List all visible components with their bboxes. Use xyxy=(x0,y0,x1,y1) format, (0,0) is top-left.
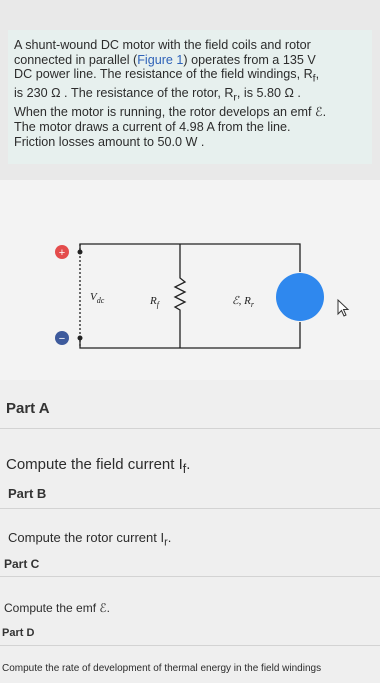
field-resistor-icon xyxy=(175,244,185,348)
part-a-question: Compute the field current $I_f$. xyxy=(6,456,191,476)
circuit-diagram xyxy=(0,230,380,370)
problem-line-2: connected in parallel (Figure 1) operates from a 135 V xyxy=(14,52,316,67)
rf-label: $R_f$ xyxy=(150,295,159,309)
part-d-question: Compute the rate of development of thermal energy in the field windings xyxy=(2,663,322,674)
part-c-heading[interactable]: Part C xyxy=(4,557,40,571)
problem-line-1: A shunt-wound DC motor with the field coils and rotor xyxy=(14,38,311,52)
bottom-wire xyxy=(80,322,300,348)
part-b-divider xyxy=(0,508,380,509)
part-a-divider xyxy=(0,428,380,429)
motor-icon xyxy=(276,273,324,321)
part-d-divider xyxy=(0,645,380,646)
mouse-cursor-icon xyxy=(334,298,354,318)
problem-line-6: The motor draws a current of 4.98 A from the line. xyxy=(14,120,291,134)
minus-symbol: − xyxy=(58,333,66,345)
top-wire xyxy=(80,244,300,272)
part-b-question: Compute the rotor current $I_r$. xyxy=(8,530,172,549)
part-a-heading[interactable]: Part A xyxy=(6,400,50,417)
problem-line-3: DC power line. The resistance of the field windings, $R_f$, xyxy=(14,67,320,85)
problem-statement xyxy=(14,38,374,149)
part-c-divider xyxy=(0,576,380,577)
problem-line-5: When the motor is running, the rotor develops an emf ℰ. xyxy=(14,105,327,120)
problem-line-7: Friction losses amount to 50.0 W . xyxy=(14,134,205,149)
motor-label: ℰ, $R_r$ xyxy=(232,295,255,309)
plus-symbol: + xyxy=(58,247,66,259)
part-d-heading[interactable]: Part D xyxy=(2,627,35,639)
problem-line-4: is 230 Ω . The resistance of the rotor, $R_r$, is 5.80 Ω . xyxy=(14,86,301,104)
part-c-question: Compute the emf ℰ. xyxy=(4,601,110,615)
part-b-heading[interactable]: Part B xyxy=(8,486,47,501)
figure-1-link[interactable]: Figure 1 xyxy=(137,52,184,67)
vdc-label: $V_{dc}$ xyxy=(90,291,105,305)
